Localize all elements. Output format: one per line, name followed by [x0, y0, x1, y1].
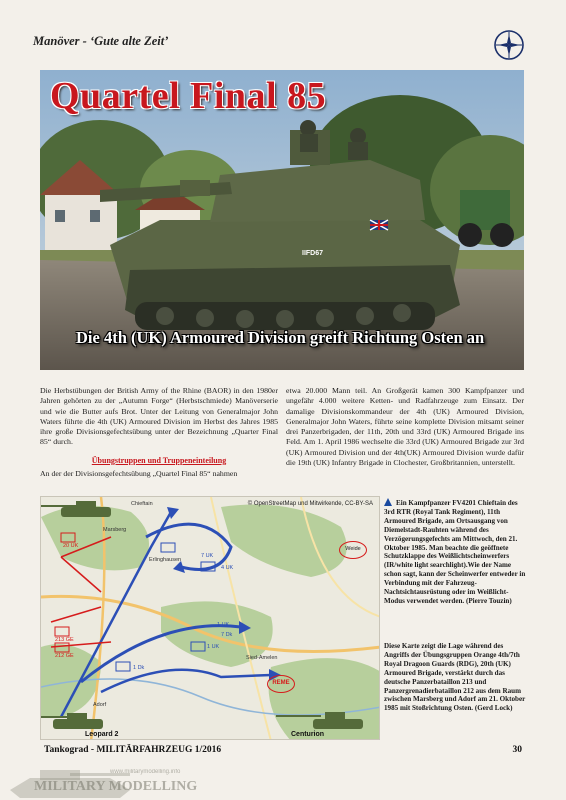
map-place-label: Erlinghausen: [149, 557, 182, 563]
map-unit-label: 7 UK: [201, 553, 214, 559]
map-unit-label: 7 Dk: [221, 632, 233, 638]
hero-photo: [40, 70, 524, 370]
watermark-logo: [0, 760, 566, 800]
section-header: Manöver - ‘Gute alte Zeit’: [33, 34, 169, 48]
article-subtitle: Die 4th (UK) Armoured Division greift Richtung Osten an: [76, 328, 485, 347]
paragraph: Die Herbstübungen der British Army of the Rhine (BAOR) in den 1980er Jahren gehörten zu der „Autumn Forge“ (Herbstschmiede) Manöverserie und wie die Butter aufs Brot. Unter der Leitung von Generalmajor John Waters führte die 4th (UK) Armoured Division im Herbst des Jahres 1985 ihre große Divisionsgefechtsübung unter der Bezeichnung „Quarter Final 85“ durch.: [40, 386, 278, 447]
map-unit-label: 1 Dk: [133, 665, 145, 671]
tank-label: Leopard 2: [85, 731, 119, 738]
paragraph: etwa 20.000 Mann teil. An Großgerät kamen 300 Kampfpanzer und ungefähr 4.000 weitere Ketten- und Radfahrzeuge zum Einsatz. Der damalige Divisionskommandeur der 4th (UK) Armoured Division, Generalmajor John Waters, führte seine komplette Division mitsamt seiner drei Panzerbrigaden, der 11th, 20th und 33rd (UK) Armoured Brigade ins Feld. Am 1. April 1986 wechselte die 33rd (UK) Armoured Brigade zur 3rd (UK) Armoured Division und der 4th(UK) Armoured Division wurde dafür die 19th (UK) Infantry Brigade in Clochester, Großbritannien, unterstellt.: [286, 386, 524, 468]
map-unit-label: 213 GE: [55, 637, 74, 643]
caption-text: Ein Kampfpanzer FV4201 Chieftain des 3rd RTR (Royal Tank Regiment), 11th Armoured Brigade, am Ortsausgang von Diemelstadt-Rauhten während des Verzögerungsgefechts am Mittwoch, den 21. Oktober 1985. Man beachte die geöffnete Schutzklappe des Weißlichtscheinwerfers (IR/white light searchlight).Wie der Name schon sagt, kann der Scheinwerfer entweder in Verbindung mit der Fahrzeug-Nachtsichtausrüstung oder im Weißlicht-Modus verwendet werden. (Pierre Touzin): [384, 499, 526, 605]
compass-logo-icon: [493, 29, 525, 61]
map-credit: © OpenStreetMap und Mitwirkende, CC-BY-SA: [247, 501, 373, 507]
article-title: Quartel Final 85: [50, 75, 327, 117]
map-unit-label: 1 UK: [207, 644, 220, 650]
exercise-map: [40, 496, 380, 740]
map-graphic: [41, 497, 380, 740]
photo-caption: [384, 498, 526, 606]
reme-badge: REME: [267, 675, 295, 693]
tank-label: Centurion: [291, 731, 325, 738]
map-place-weide: Weide: [339, 541, 367, 559]
map-unit-label: 212 GE: [55, 653, 74, 659]
map-place-label: Sied-Amelen: [246, 655, 278, 661]
subheading: Übungstruppen und Truppeneinteilung: [91, 455, 227, 465]
map-caption: Diese Karte zeigt die Lage während des Angriffs der Übungsgruppen Orange 4th/7th Royal Dragoon Guards (RDG), 20th (UK) Armoured Brigade, verstärkt durch das deutsche Panzerbataillon 213 und Panzergrenadierbataillon 212 aus dem Raum zwischen Marsberg und Adorf am 21. Oktober 1985 mit Stoßrichtung Osten. (Gerd Lock): [384, 642, 526, 713]
map-unit-label: 20 UK: [63, 543, 79, 549]
paragraph: An der der Divisionsgefechtsübung „Quartel Final 85“ nahmen: [40, 469, 238, 479]
publication-footer: Tankograd - MILITÄRFAHRZEUG 1/2016: [44, 745, 222, 755]
watermark-text: MILITARY MODELLING: [34, 779, 198, 794]
map-unit-label: 1 UK: [217, 622, 230, 628]
vehicle-plate: IIFD67: [302, 250, 324, 257]
text-column-right: [286, 386, 524, 468]
watermark-url: www.militarymodelling.info: [110, 769, 181, 775]
caption-pointer-icon: [384, 498, 392, 506]
map-place-label: Marsberg: [103, 527, 127, 533]
text-column-left: [40, 386, 278, 479]
page-number: 30: [512, 745, 522, 755]
map-unit-label: 4 UK: [221, 565, 234, 571]
map-place-label: Chieftain: [131, 501, 153, 507]
map-place-label: Adorf: [93, 702, 107, 708]
